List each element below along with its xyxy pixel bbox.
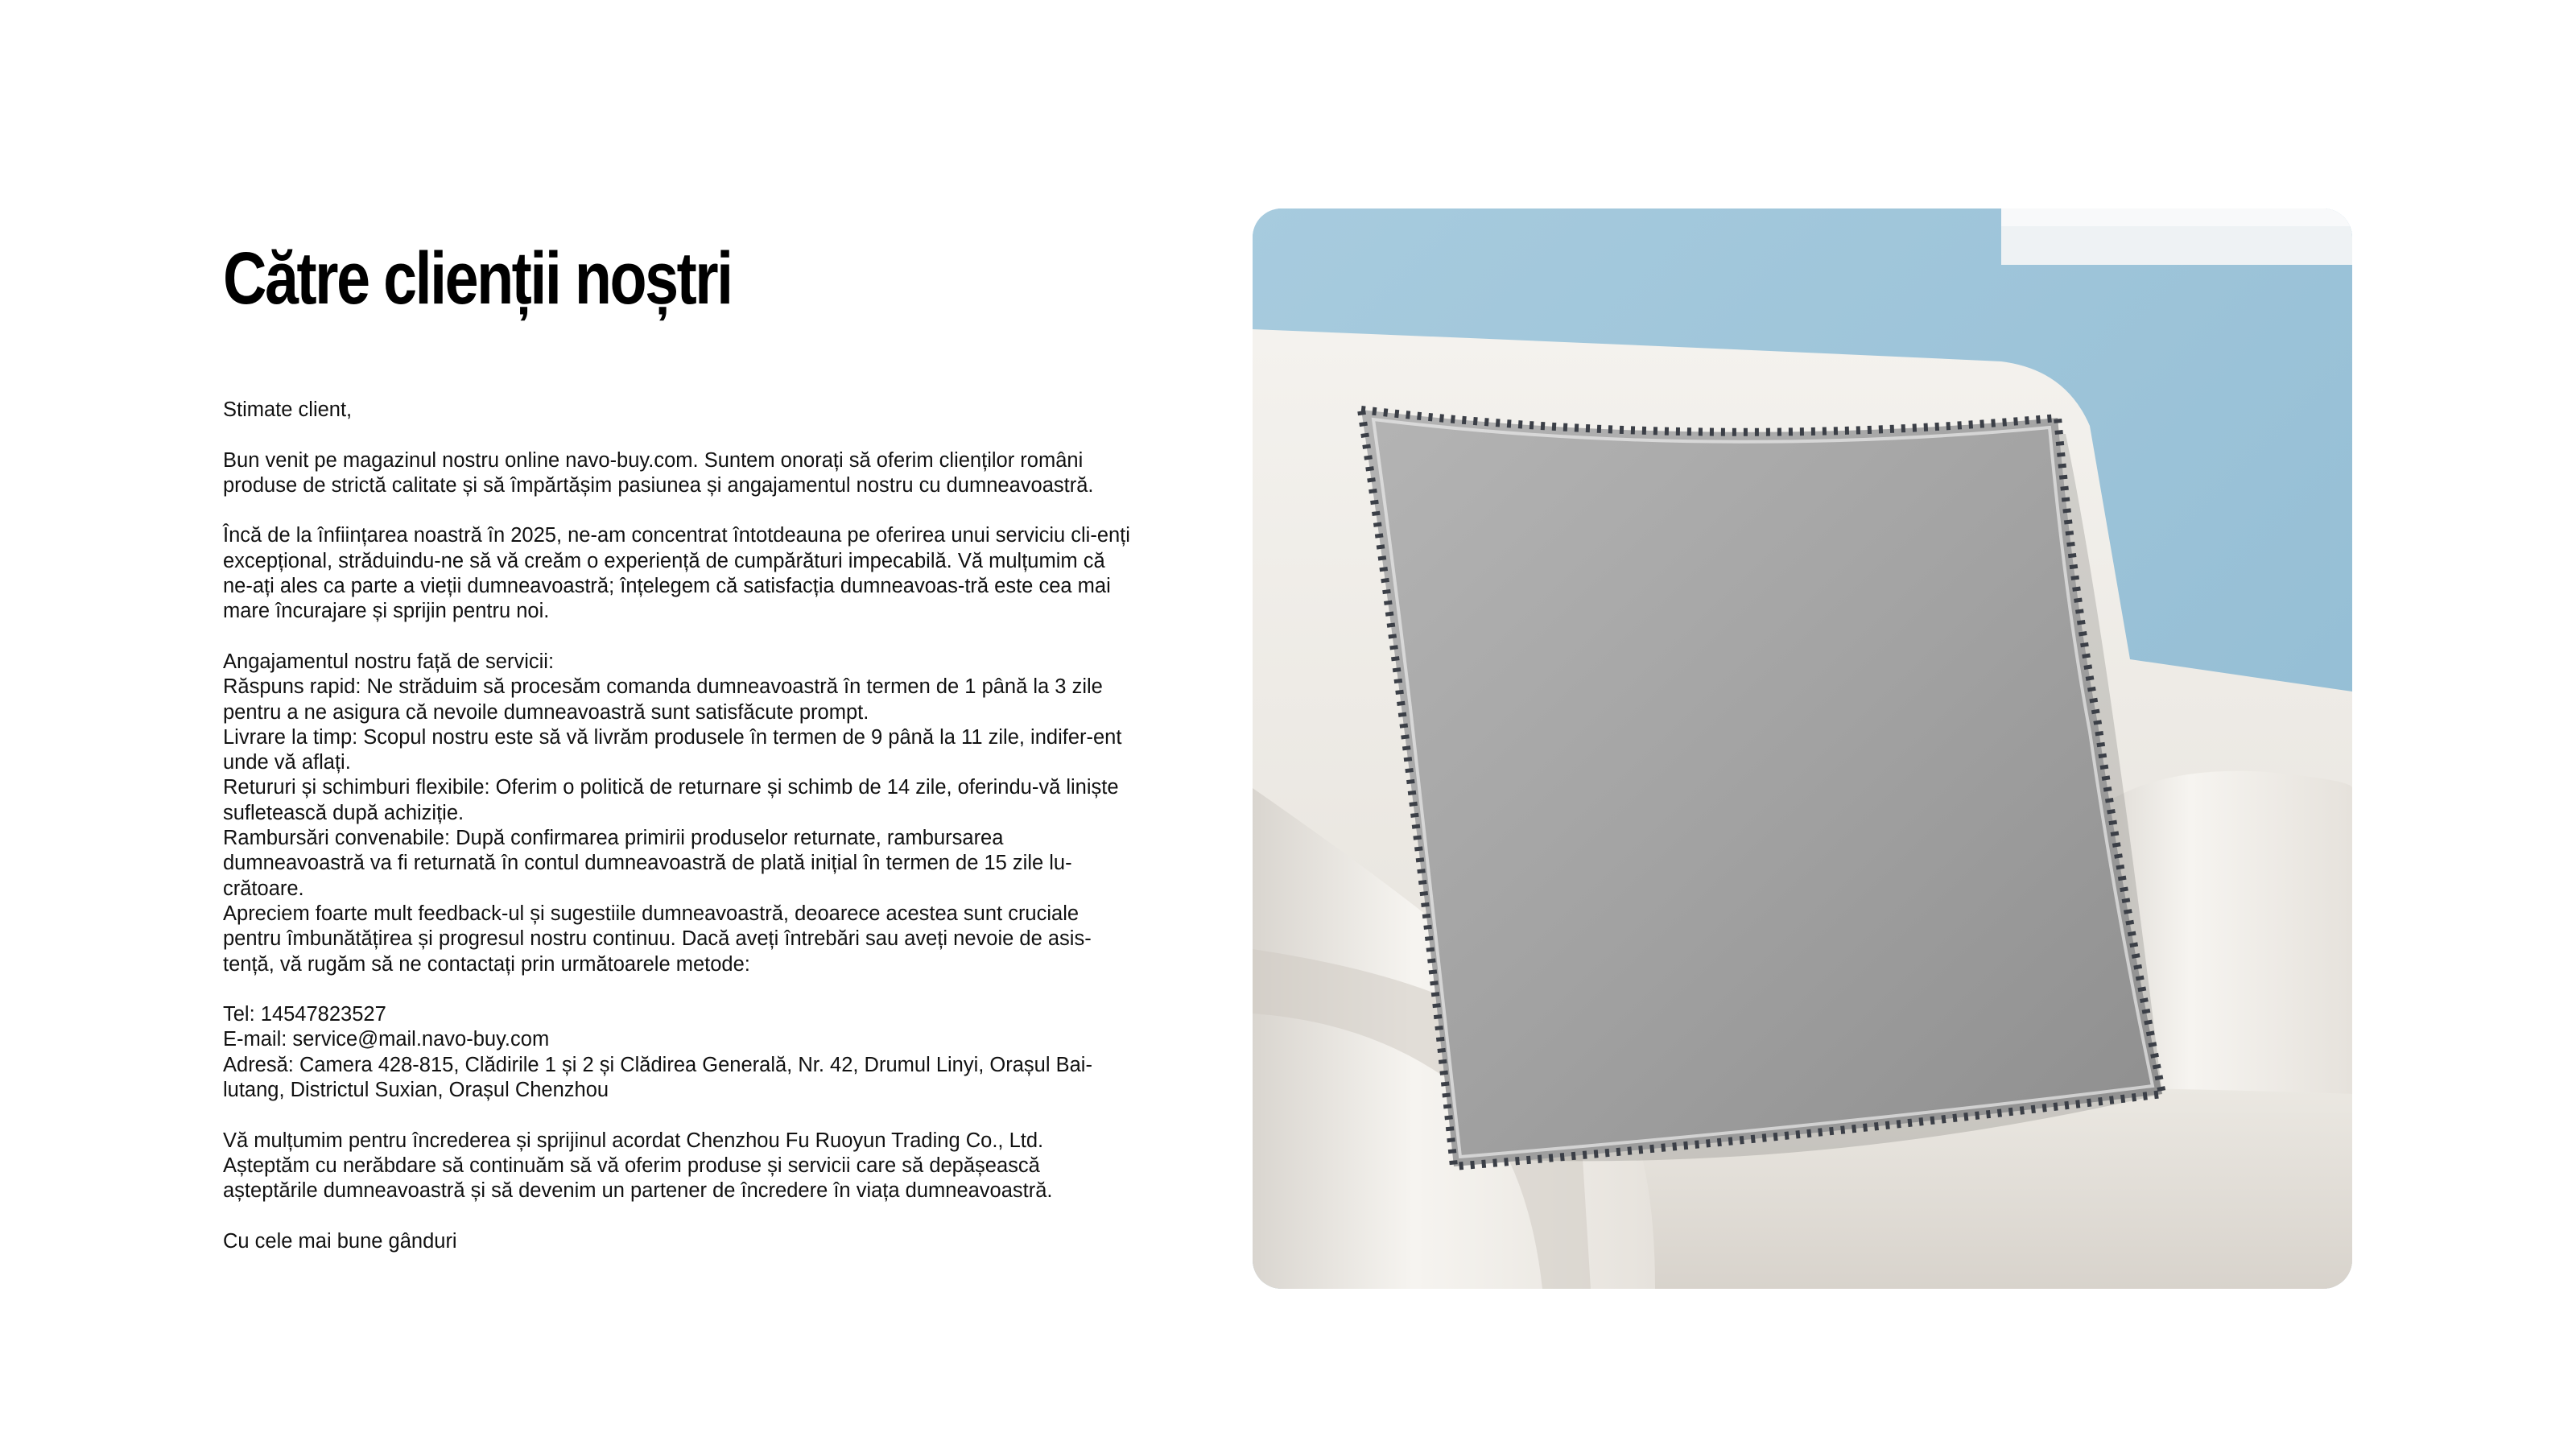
feedback-paragraph: Apreciem foarte mult feedback-ul și sugestiile dumneavoastră, deoarece acestea sunt cruciale pentru îmbunătățirea și progresul nostru continuu. Dacă aveți întrebări sau aveți nevoie de asis-tență, vă rugăm să ne contactați prin următoarele metode:: [223, 902, 1092, 976]
pillow-armchair-illustration: [1253, 208, 2352, 1289]
letter-history: Încă de la înființarea noastră în 2025, ne-am concentrat întotdeauna pe oferirea unui serviciu cli-enți excepțional, străduindu-ne să vă creăm o experiență de cumpărături impecabilă. Vă mulțumim că ne-ați ales ca parte a vieții dumneavoastră; înțelegem că satisfacția dumneavoas-tră este cea mai mare încurajare și sprijin pentru noi.: [223, 524, 1130, 623]
commitment-heading: Angajamentul nostru față de servicii:: [223, 650, 555, 673]
contact-email: E-mail: service@mail.navo-buy.com: [223, 1028, 550, 1051]
grey-pillow: [1361, 410, 2162, 1166]
letter-column: [223, 237, 1133, 1254]
contact-address: Adresă: Camera 428-815, Clădirile 1 și 2 și Clădirea Generală, Nr. 42, Drumul Linyi, Orașul Bai-lutang, Districtul Suxian, Orașul Chenzhou: [223, 1053, 1092, 1102]
letter-body: [223, 398, 1133, 1254]
letter-intro: Bun venit pe magazinul nostru online navo-buy.com. Suntem onorați să oferim clienților români produse de strictă calitate și să împărtășim pasiunea și angajamentul nostru cu dumneavoastră.: [223, 448, 1094, 497]
commitment-fast-response: Răspuns rapid: Ne străduim să procesăm comanda dumneavoastră în termen de 1 până la 3 zile pentru a ne asigura că nevoile dumneavoastră sunt satisfăcute prompt.: [223, 675, 1103, 724]
letter-closing: Cu cele mai bune gânduri: [223, 1229, 457, 1253]
letter-greeting: Stimate client,: [223, 398, 353, 421]
product-photo: [1253, 208, 2352, 1289]
commitment-delivery: Livrare la timp: Scopul nostru este să vă livrăm produsele în termen de 9 până la 11 zile, indifer-ent unde vă aflați.: [223, 725, 1122, 774]
contact-phone: Tel: 14547823527: [223, 1003, 386, 1026]
letter-thanks: Vă mulțumim pentru încrederea și sprijinul acordat Chenzhou Fu Ruoyun Trading Co., Ltd. Așteptăm cu nerăbdare să continuăm să vă oferim produse și servicii care să depășească așteptările dumneavoastră și să devenim un partener de încredere în viața dumneavoastră.: [223, 1129, 1053, 1203]
commitment-returns: Retururi și schimburi flexibile: Oferim o politică de returnare și schimb de 14 zile, oferindu-vă liniște sufletească după achiziție.: [223, 776, 1119, 824]
commitment-refunds: Rambursări convenabile: După confirmarea primirii produselor returnate, rambursarea dumneavoastră va fi returnată în contul dumneavoastră de plată inițial în termen de 15 zile lu-crătoare.: [223, 827, 1072, 900]
page-title: Către clienții noștri: [223, 237, 732, 320]
